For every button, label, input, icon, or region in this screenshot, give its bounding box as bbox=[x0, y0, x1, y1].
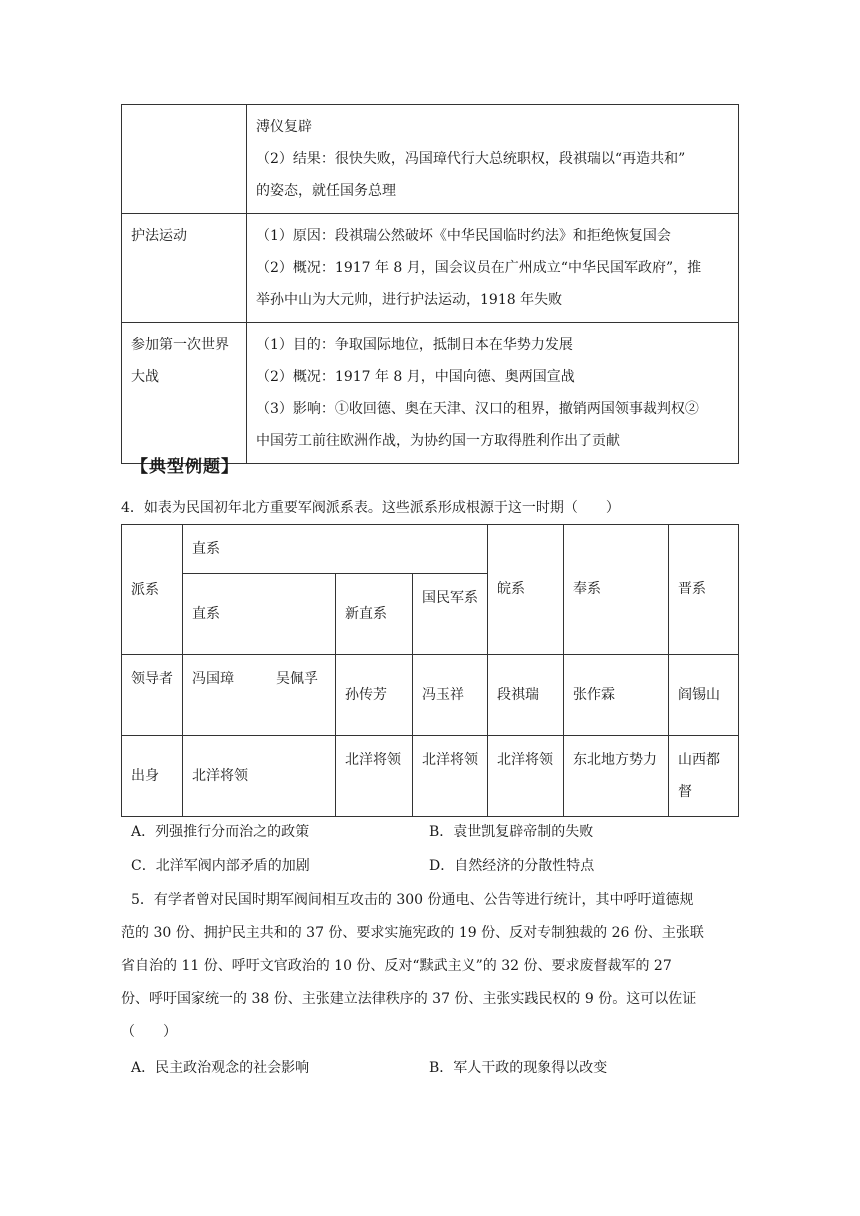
history-events-table bbox=[121, 104, 739, 464]
table-cell-label: 护法运动 bbox=[122, 214, 247, 323]
table-cell-origin-label: 出身 bbox=[122, 736, 183, 817]
text-line: （ ） bbox=[121, 1024, 177, 1040]
table-cell-origin: 东北地方势力 bbox=[564, 736, 669, 817]
table-cell-wanxi: 皖系 bbox=[488, 525, 564, 655]
option-d: D．自然经济的分散性特点 bbox=[429, 858, 595, 874]
text-line: 5．有学者曾对民国时期军阀间相互攻击的 300 份通电、公告等进行统计，其中呼吁道德规 bbox=[131, 892, 694, 908]
text-line: （2）概况：1917 年 8 月，国会议员在广州成立“中华民国军政府”，推 bbox=[256, 260, 702, 276]
table-cell-xinzhixi: 新直系 bbox=[336, 574, 413, 655]
text-line: （3）影响：①收回德、奥在天津、汉口的租界，撤销两国领事裁判权② bbox=[256, 401, 699, 417]
table-cell-jinxi: 晋系 bbox=[669, 525, 739, 655]
option-c: C．北洋军阀内部矛盾的加剧 bbox=[131, 858, 310, 874]
warlord-faction-table bbox=[121, 524, 739, 817]
table-cell-label bbox=[122, 105, 247, 214]
table-cell-leader: 阎锡山 bbox=[669, 655, 739, 736]
table-row bbox=[122, 736, 739, 817]
question-5-stem bbox=[121, 884, 743, 1049]
text-line: 省自治的 11 份、呼吁文官政治的 10 份、反对“黩武主义”的 32 份、要求废督裁军的 27 bbox=[121, 958, 672, 974]
table-cell-fengxi: 奉系 bbox=[564, 525, 669, 655]
text-line: 举孙中山为大元帅，进行护法运动，1918 年失败 bbox=[256, 292, 563, 308]
text-line: （1）目的：争取国际地位，抵制日本在华势力发展 bbox=[256, 337, 573, 353]
option-b: B．袁世凯复辟帝制的失败 bbox=[429, 824, 594, 840]
text-line: 中国劳工前往欧洲作战，为协约国一方取得胜利作出了贡献 bbox=[256, 433, 620, 449]
table-cell-leader-label: 领导者 bbox=[122, 655, 183, 736]
question-4-stem: 4．如表为民国初年北方重要军阀派系表。这些派系形成根源于这一时期（ ） bbox=[121, 500, 620, 516]
table-row bbox=[122, 105, 739, 214]
option-b: B．军人干政的现象得以改变 bbox=[429, 1060, 608, 1076]
option-a: A．民主政治观念的社会影响 bbox=[131, 1060, 310, 1076]
table-cell-content bbox=[247, 105, 739, 214]
table-cell-faction-label: 派系 bbox=[122, 525, 183, 655]
text-line: （2）概况：1917 年 8 月，中国向德、奥两国宣战 bbox=[256, 369, 575, 385]
text-line: 范的 30 份、拥护民主共和的 37 份、要求实施宪政的 19 份、反对专制独裁的 26 份、主张联 bbox=[121, 925, 704, 941]
table-cell-zhixi: 直系 bbox=[183, 574, 336, 655]
text-line: （2）结果：很快失败，冯国璋代行大总统职权，段祺瑞以“再造共和” bbox=[256, 151, 686, 167]
table-row bbox=[122, 655, 739, 736]
table-cell-zhixi-group: 直系 bbox=[183, 525, 488, 574]
table-row bbox=[122, 525, 739, 574]
table-cell-leader: 冯玉祥 bbox=[413, 655, 488, 736]
table-cell-origin: 北洋将领 bbox=[336, 736, 413, 817]
table-cell-origin: 北洋将领 bbox=[488, 736, 564, 817]
text-line: 份、呼吁国家统一的 38 份、主张建立法律秩序的 37 份、主张实践民权的 9 份。这可以佐证 bbox=[121, 991, 697, 1007]
table-cell-origin: 北洋将领 bbox=[183, 736, 336, 817]
table-cell-content bbox=[247, 323, 739, 464]
table-cell-leader: 段祺瑞 bbox=[488, 655, 564, 736]
table-cell-origin: 北洋将领 bbox=[413, 736, 488, 817]
text-line: （1）原因：段祺瑞公然破坏《中华民国临时约法》和拒绝恢复国会 bbox=[256, 228, 671, 244]
table-cell-label: 参加第一次世界大战 bbox=[122, 323, 247, 464]
table-cell-origin: 山西都督 bbox=[669, 736, 739, 817]
table-cell-content bbox=[247, 214, 739, 323]
table-cell-guominjun: 国民军系 bbox=[413, 574, 488, 655]
section-heading: 【典型例题】 bbox=[131, 457, 239, 477]
option-a: A．列强推行分而治之的政策 bbox=[131, 824, 310, 840]
table-cell-leader: 冯国璋 吴佩孚 bbox=[183, 655, 336, 736]
text-line: 的姿态，就任国务总理 bbox=[256, 183, 396, 199]
text-line: 溥仪复辟 bbox=[256, 119, 312, 135]
table-cell-leader: 张作霖 bbox=[564, 655, 669, 736]
table-row bbox=[122, 323, 739, 464]
table-row bbox=[122, 214, 739, 323]
table-cell-leader: 孙传芳 bbox=[336, 655, 413, 736]
